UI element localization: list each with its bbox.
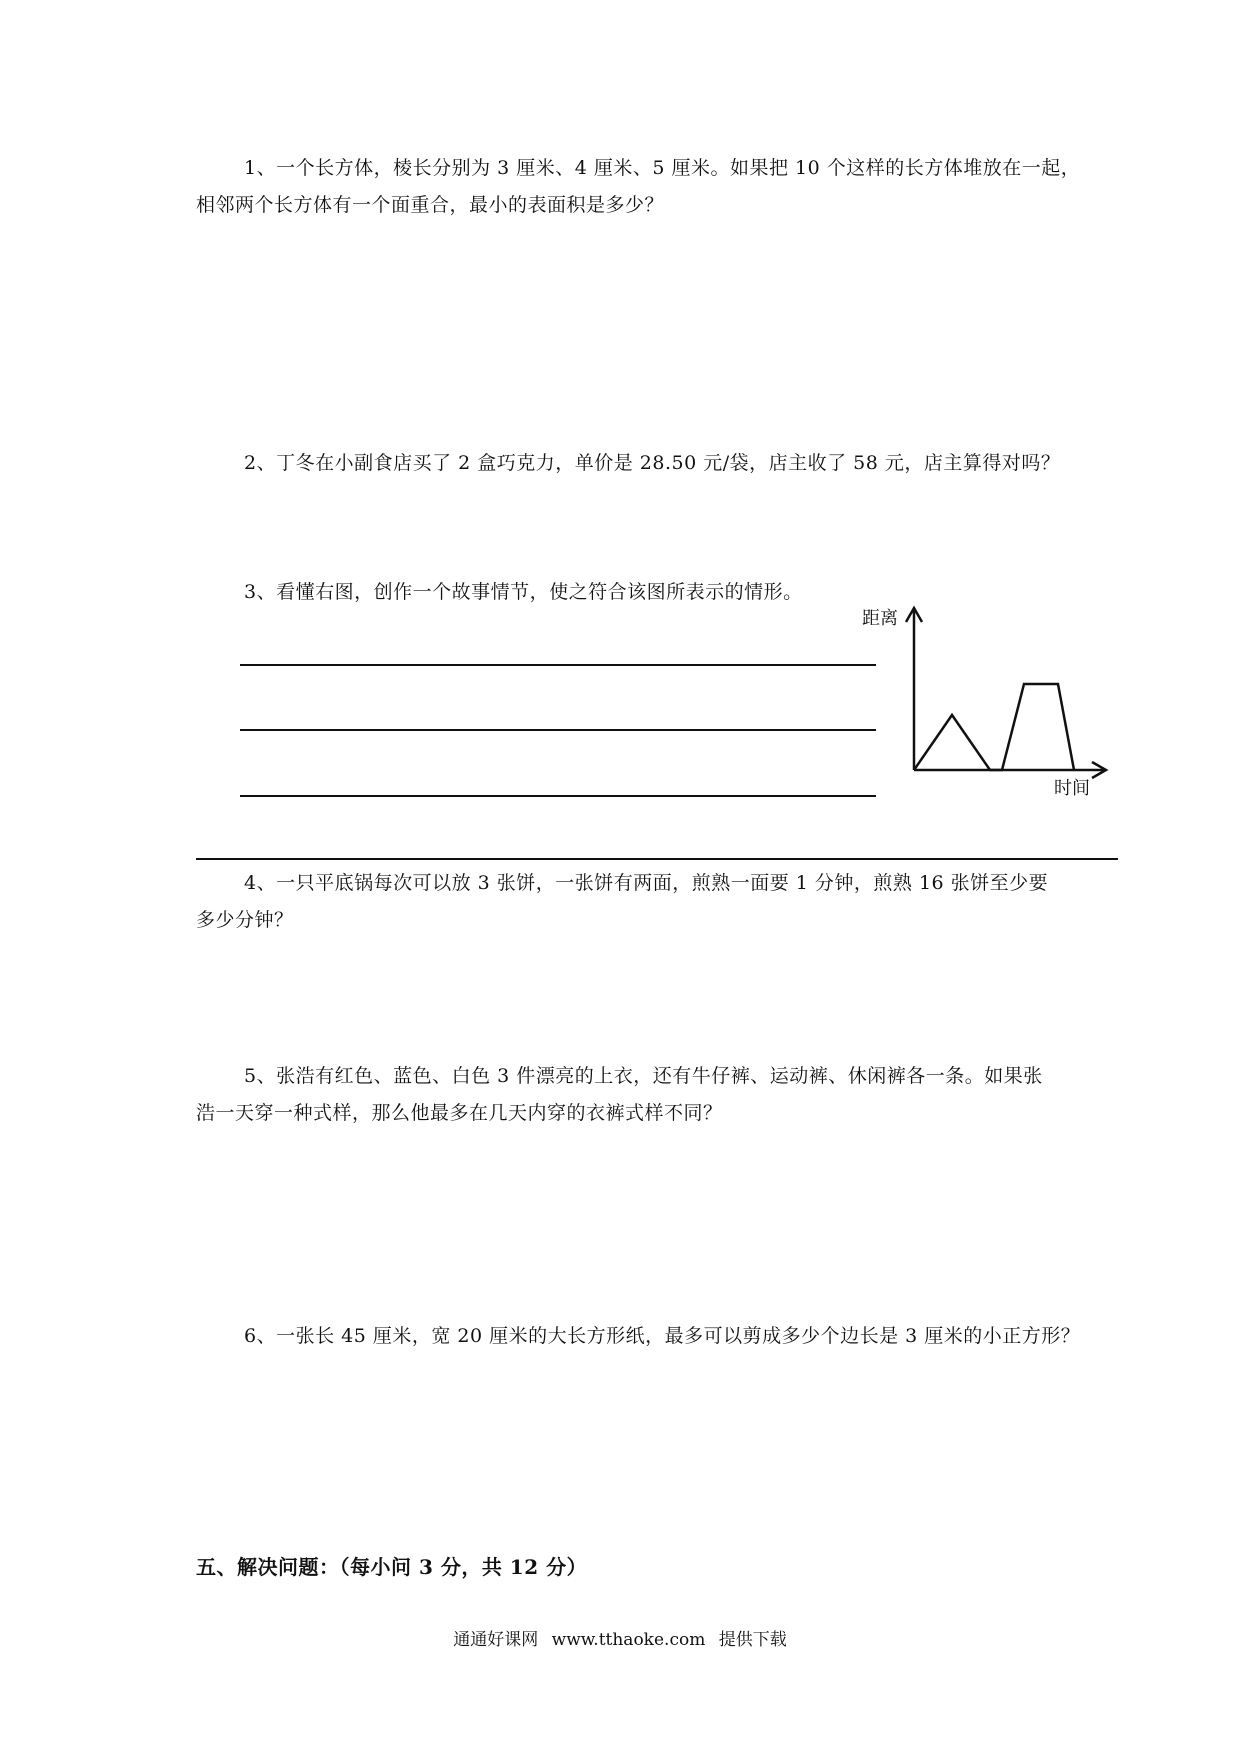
question-5-line-1: 5、张浩有红色、蓝色、白色 3 件漂亮的上衣，还有牛仔裤、运动裤、休闲裤各一条。如果张 (244, 1065, 1043, 1087)
answer-line-1[interactable] (240, 664, 876, 666)
graph-line (914, 684, 1074, 770)
answer-line-3[interactable] (240, 795, 876, 797)
y-axis-label: 距离 (862, 608, 898, 629)
question-6-line-1: 6、一张长 45 厘米，宽 20 厘米的大长方形纸，最多可以剪成多少个边长是 3 厘米的小正方形？ (244, 1325, 1081, 1347)
question-4-line-1: 4、一只平底锅每次可以放 3 张饼，一张饼有两面，煎熟一面要 1 分钟，煎熟 16 张饼至少要 (244, 872, 1049, 894)
footer-site-name: 通通好课网 (453, 1630, 539, 1650)
question-6 (196, 1318, 1126, 1355)
footer (0, 1625, 1240, 1650)
question-1 (196, 150, 1126, 224)
x-axis-label: 时间 (1054, 778, 1090, 799)
question-2-line-1: 2、丁冬在小副食店买了 2 盒巧克力，单价是 28.50 元/袋，店主收了 58 元，店主算得对吗？ (244, 452, 1061, 474)
question-4-line-2: 多少分钟？ (196, 909, 294, 931)
question-4 (196, 865, 1126, 939)
distance-time-graph (858, 600, 1118, 800)
question-1-line-1: 1、一个长方体，棱长分别为 3 厘米、4 厘米、5 厘米。如果把 10 个这样的长方体堆放在一起， (244, 157, 1081, 179)
footer-suffix: 提供下载 (718, 1630, 787, 1650)
question-5 (196, 1058, 1126, 1132)
question-5-line-2: 浩一天穿一种式样，那么他最多在几天内穿的衣裤式样不同？ (196, 1102, 723, 1124)
answer-line-2[interactable] (240, 729, 876, 731)
section-divider (196, 858, 1118, 860)
question-2 (196, 445, 1126, 482)
section-5-title: 五、解决问题：（每小问 3 分，共 12 分） (196, 1555, 588, 1579)
question-3-line-1: 3、看懂右图，创作一个故事情节，使之符合该图所表示的情形。 (244, 581, 803, 603)
question-1-line-2: 相邻两个长方体有一个面重合，最小的表面积是多少？ (196, 194, 665, 216)
footer-url[interactable]: www.tthaoke.com (551, 1630, 706, 1650)
